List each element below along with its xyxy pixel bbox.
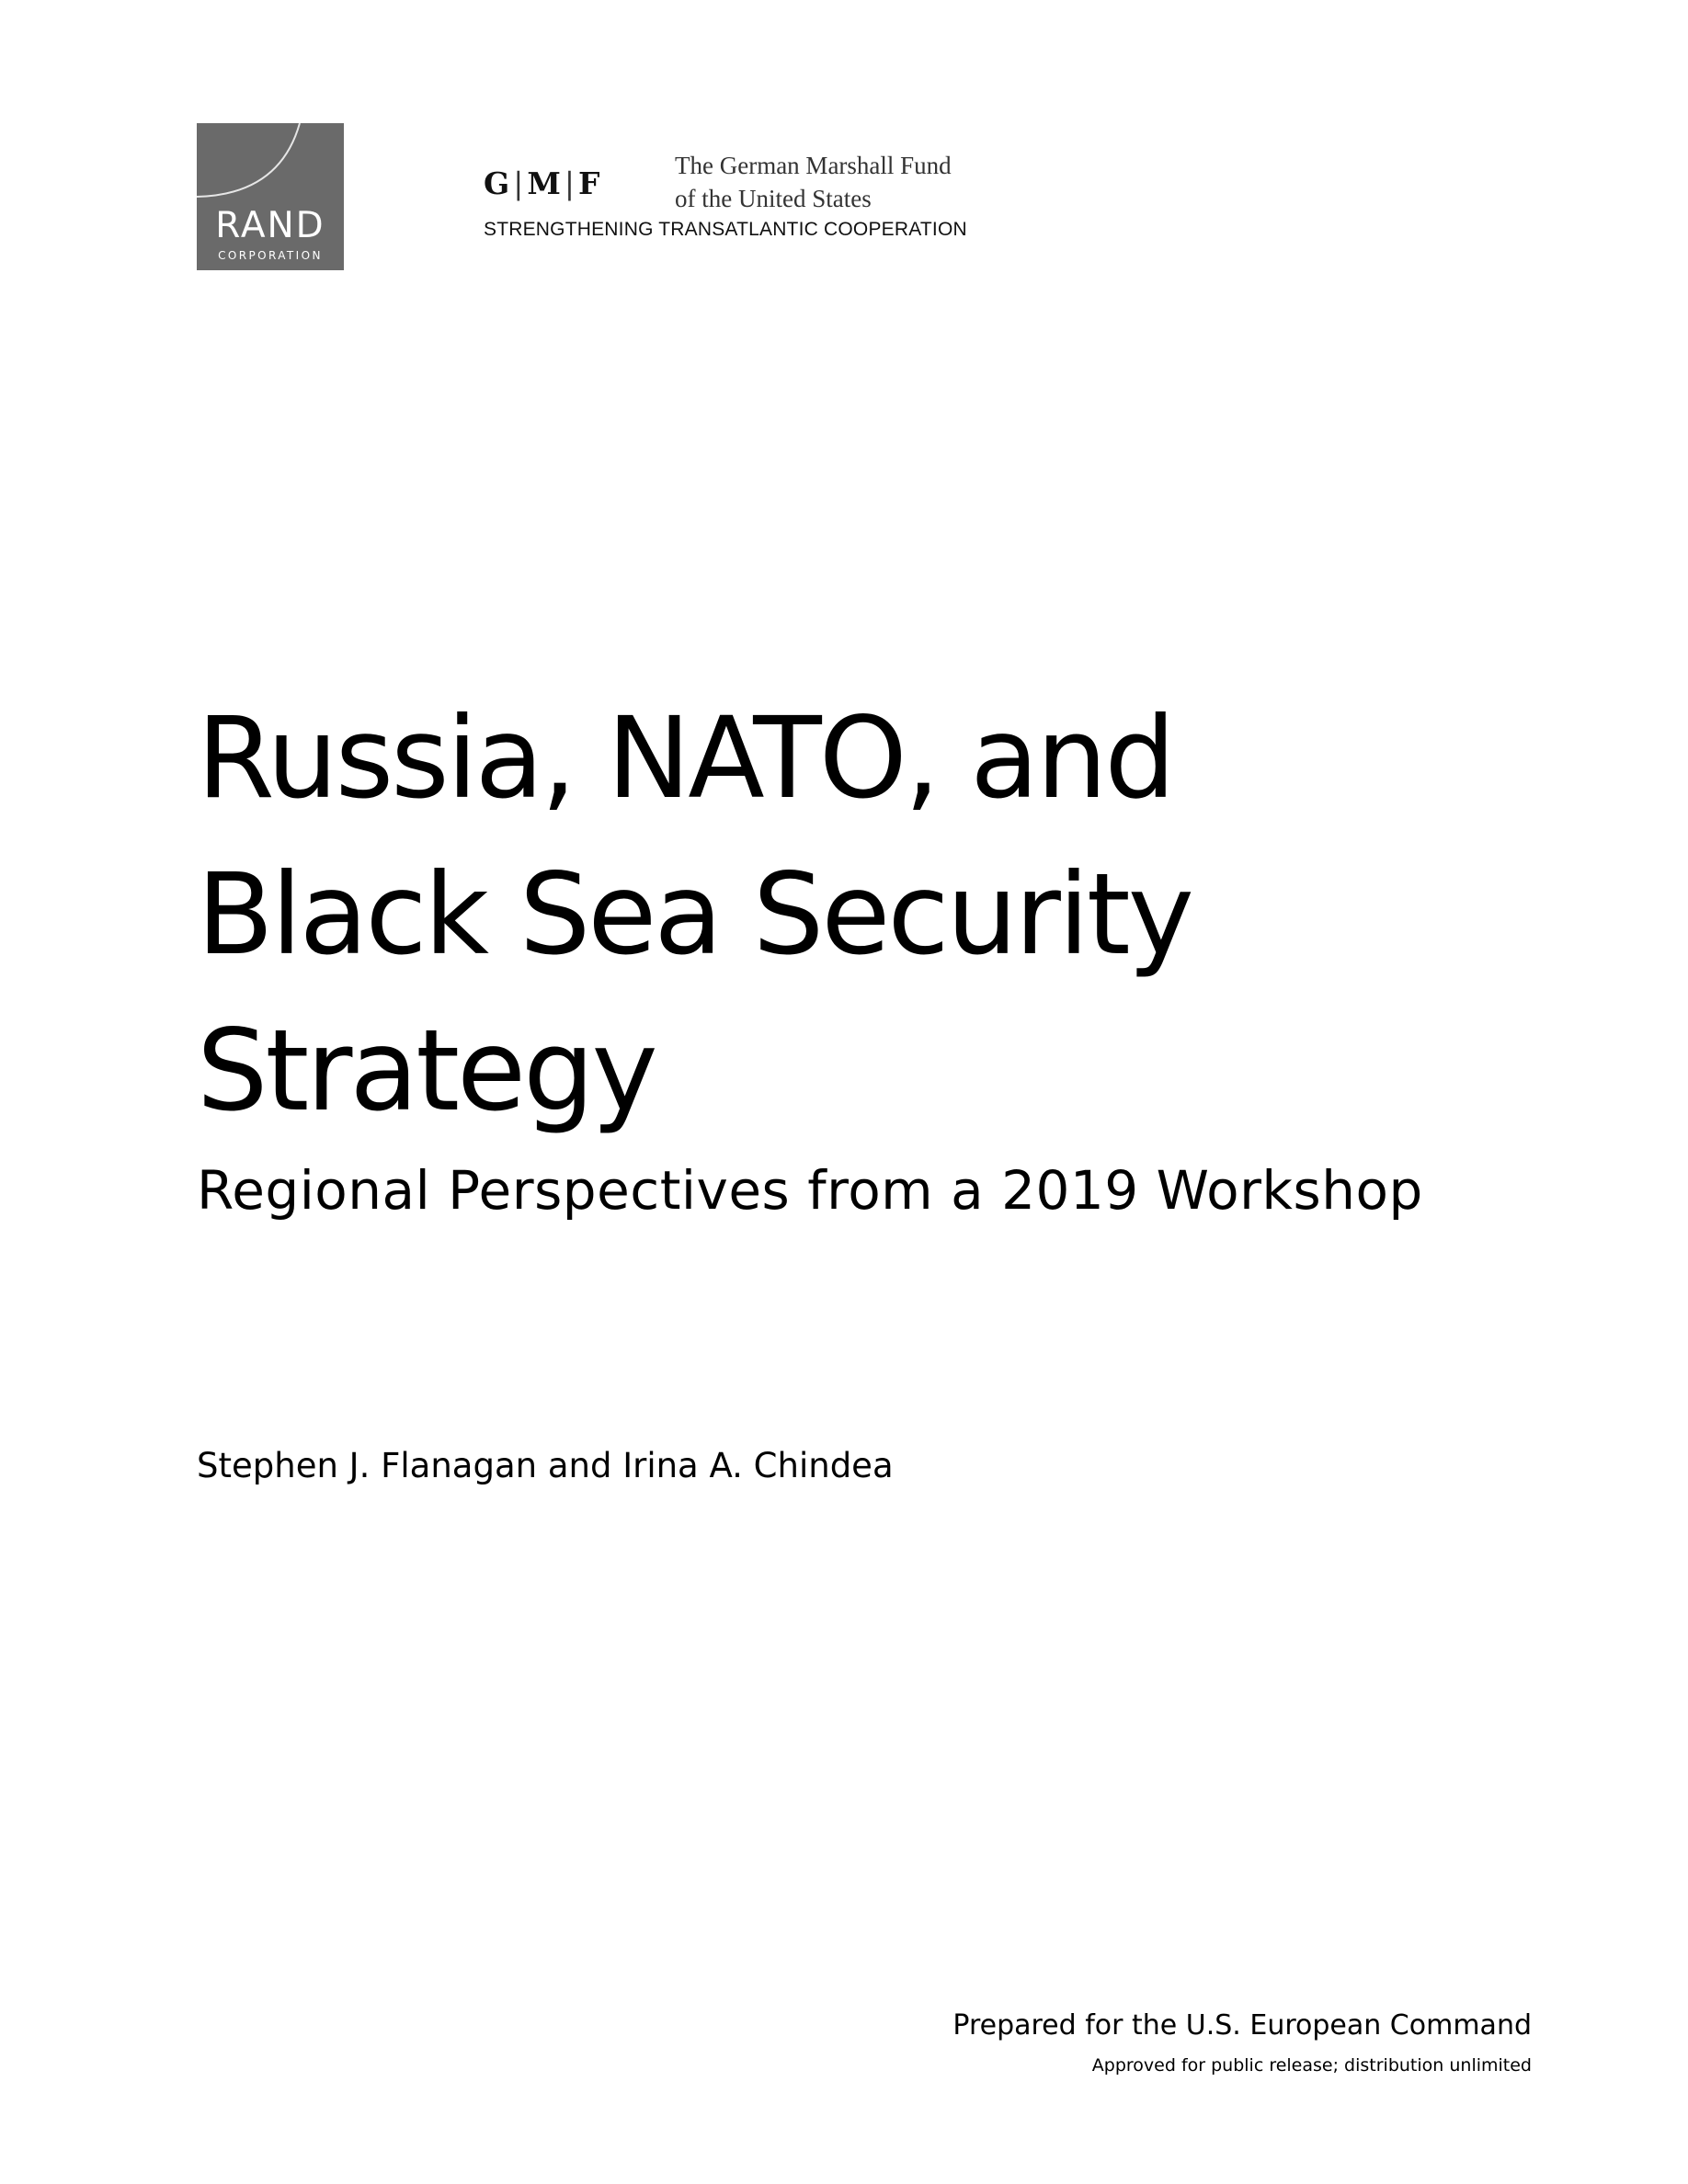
gmf-letter-m: M	[527, 165, 561, 201]
gmf-separator: |	[513, 165, 524, 201]
gmf-logo-letters	[484, 165, 599, 202]
gmf-name-line-2: of the United States	[675, 185, 872, 212]
gmf-tagline: STRENGTHENING TRANSATLANTIC COOPERATION	[484, 219, 967, 240]
gmf-organization-name	[675, 149, 952, 215]
report-title-line-1: Russia, NATO, and	[197, 693, 1173, 824]
report-title	[197, 680, 1484, 1149]
distribution-statement: Approved for public release; distribution unlimited	[1091, 2055, 1532, 2076]
gmf-name-line-1: The German Marshall Fund	[675, 152, 952, 179]
rand-logo-arc-icon	[197, 123, 344, 270]
report-subtitle: Regional Perspectives from a 2019 Workshop	[197, 1159, 1423, 1222]
report-title-line-2: Black Sea Security	[197, 849, 1192, 980]
report-authors: Stephen J. Flanagan and Irina A. Chindea	[197, 1446, 894, 1485]
rand-logo-subtitle: CORPORATION	[218, 249, 323, 262]
gmf-letter-g: G	[484, 165, 510, 201]
rand-logo	[197, 123, 344, 270]
report-title-line-3: Strategy	[197, 1006, 656, 1136]
rand-logo-name: RAND	[215, 205, 325, 246]
gmf-letter-f: F	[577, 165, 600, 201]
gmf-separator: |	[564, 165, 575, 201]
prepared-for-statement: Prepared for the U.S. European Command	[952, 2009, 1532, 2042]
